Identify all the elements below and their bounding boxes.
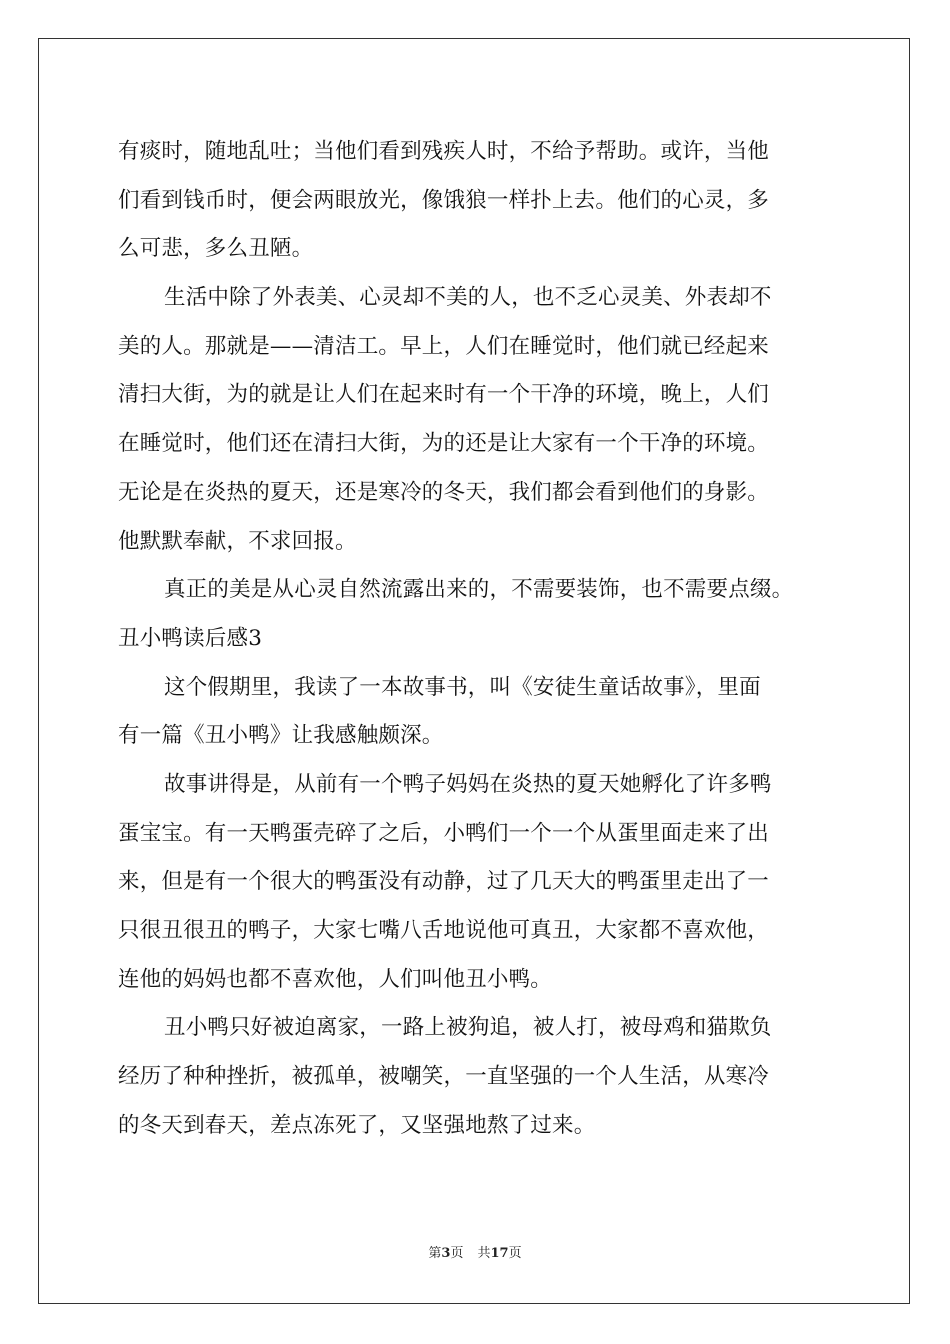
text-line-5: 美的人。那就是——清洁工。早上，人们在睡觉时，他们就已经起来: [118, 333, 770, 359]
document-body: [118, 128, 838, 1150]
footer-total-prefix: 共: [477, 1246, 491, 1261]
text-line-13: 有一篇《丑小鸭》让我感触颇深。: [118, 723, 444, 749]
page-footer: [0, 1242, 950, 1261]
footer-page-suffix: 页: [450, 1246, 464, 1261]
text-line-4: 生活中除了外表美、心灵却不美的人，也不乏心灵美、外表却不: [164, 285, 772, 311]
footer-page-number: 3: [441, 1246, 451, 1261]
text-line-9: 他默默奉献，不求回报。: [118, 528, 357, 554]
text-line-15: 蛋宝宝。有一天鸭蛋壳碎了之后，小鸭们一个一个从蛋里面走来了出: [118, 820, 770, 846]
text-line-2: 们看到钱币时，便会两眼放光，像饿狼一样扑上去。他们的心灵，多: [118, 187, 770, 213]
text-line-12: 这个假期里，我读了一本故事书，叫《安徒生童话故事》，里面: [164, 674, 761, 700]
text-line-6: 清扫大街，为的就是让人们在起来时有一个干净的环境，晚上，人们: [118, 382, 770, 408]
footer-total-number: 17: [490, 1246, 509, 1261]
text-line-8: 无论是在炎热的夏天，还是寒冷的冬天，我们都会看到他们的身影。: [118, 479, 770, 505]
text-line-1: 有痰时，随地乱吐；当他们看到残疾人时，不给予帮助。或许，当他: [118, 139, 770, 164]
footer-page-prefix: 第: [428, 1246, 442, 1261]
section-heading: 丑小鸭读后感3: [118, 625, 263, 651]
footer-total-suffix: 页: [508, 1246, 522, 1261]
text-line-20: 经历了种种挫折，被孤单，被嘲笑，一直坚强的一个人生活，从寒冷: [118, 1064, 770, 1090]
text-line-7: 在睡觉时，他们还在清扫大街，为的还是让大家有一个干净的环境。: [118, 431, 770, 457]
text-line-16: 来，但是有一个很大的鸭蛋没有动静，过了几天大的鸭蛋里走出了一: [118, 869, 770, 895]
text-line-17: 只很丑很丑的鸭子，大家七嘴八舌地说他可真丑，大家都不喜欢他，: [118, 918, 770, 943]
text-line-21: 的冬天到春天，差点冻死了，又坚强地熬了过来。: [118, 1112, 596, 1138]
text-line-19: 丑小鸭只好被迫离家，一路上被狗追，被人打，被母鸡和猫欺负: [164, 1015, 772, 1041]
text-line-3: 么可悲，多么丑陋。: [118, 236, 314, 262]
text-line-10: 真正的美是从心灵自然流露出来的，不需要装饰，也不需要点缀。: [164, 577, 794, 603]
text-line-14: 故事讲得是，从前有一个鸭子妈妈在炎热的夏天她孵化了许多鸭: [164, 771, 772, 797]
text-line-18: 连他的妈妈也都不喜欢他，人们叫他丑小鸭。: [118, 966, 553, 992]
